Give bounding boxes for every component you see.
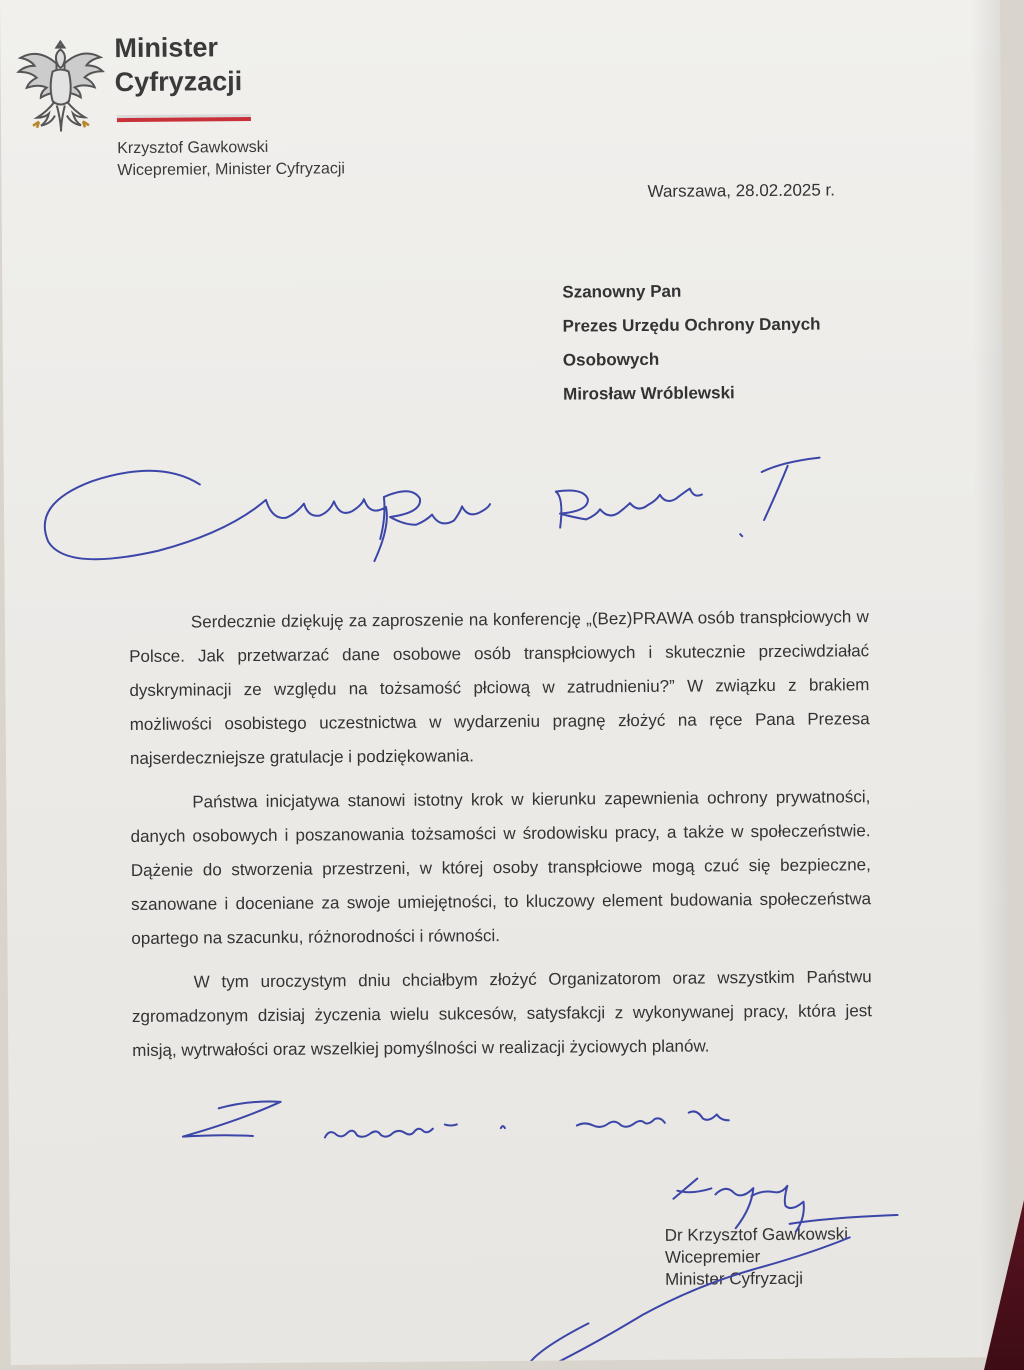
recipient-line4: Mirosław Wróblewski <box>563 383 735 404</box>
recipient-block <box>562 274 821 412</box>
body-paragraph-3: W tym uroczystym dniu chciałbym złożyć Organizatorom oraz wszystkim Państwu zgromadzonym dzisiaj życzenia wielu sukcesów, satysfakcji z wykonywanej pracy, która jest misją, wytrwałości oraz wszelkiej pomyślności w realizacji życiowych planów. <box>131 967 873 1060</box>
letter-body <box>129 600 873 1078</box>
recipient-line2: Prezes Urzędu Ochrony Danych <box>562 314 821 336</box>
handwritten-closing-text <box>0 0 1 1</box>
signature-name: Dr Krzysztof Gawkowski <box>664 1224 849 1245</box>
recipient-line1: Szanowny Pan <box>562 281 682 302</box>
flag-stripe <box>117 114 251 125</box>
page-edge-shadow <box>970 0 1011 1357</box>
recipient-line3: Osobowych <box>562 349 660 370</box>
handwritten-closing <box>183 1098 729 1139</box>
letterhead-title-line2: Cyfryzacji <box>114 66 243 98</box>
body-paragraph-2: Państwa inicjatywa stanowi istotny krok w kierunku zapewnienia ochrony prywatności, danych osobowych i poszanowania tożsamości w środowisku pracy, a także w społeczeństwie. Dążenie do stworzenia przestrzeni, w której osoby transpłciowe mogą czuć się bezpieczne, szanowane i doceniane za swoje umiejętności, to kluczowy element budowania społeczeństwa opartego na szacunku, różnorodności i równości. <box>130 787 872 948</box>
signature-title2: Minister Cyfryzacji <box>664 1268 804 1289</box>
sender-block <box>117 136 345 182</box>
signature-block <box>665 1223 849 1290</box>
white-eagle-emblem-icon <box>12 33 109 138</box>
handwritten-salutation-text <box>0 0 1 1</box>
handwritten-salutation <box>44 466 702 563</box>
sender-position: Wicepremier, Minister Cyfryzacji <box>117 160 345 180</box>
letterhead-title <box>114 30 242 99</box>
sender-name: Krzysztof Gawkowski <box>117 138 269 158</box>
letter-date: Warszawa, 28.02.2025 r. <box>647 180 836 201</box>
letterhead-title-line1: Minister <box>114 32 219 64</box>
signature-title1: Wicepremier <box>664 1247 761 1267</box>
body-paragraph-1: Serdecznie dziękuję za zaproszenie na konferencję „(Bez)PRAWA osób transpłciowych w Polsce. Jak przetwarzać dane osobowe osób transpłciowych i skutecznie przeciwdziałać dyskryminacji ze względu na tożsamość płciową w zatrudnieniu?” W związku z brakiem możliwości osobistego uczestnictwa w wydarzeniu pragnę złożyć na ręce Pana Prezesa najserdeczniejsze gratulacje i podziękowania. <box>129 607 870 769</box>
